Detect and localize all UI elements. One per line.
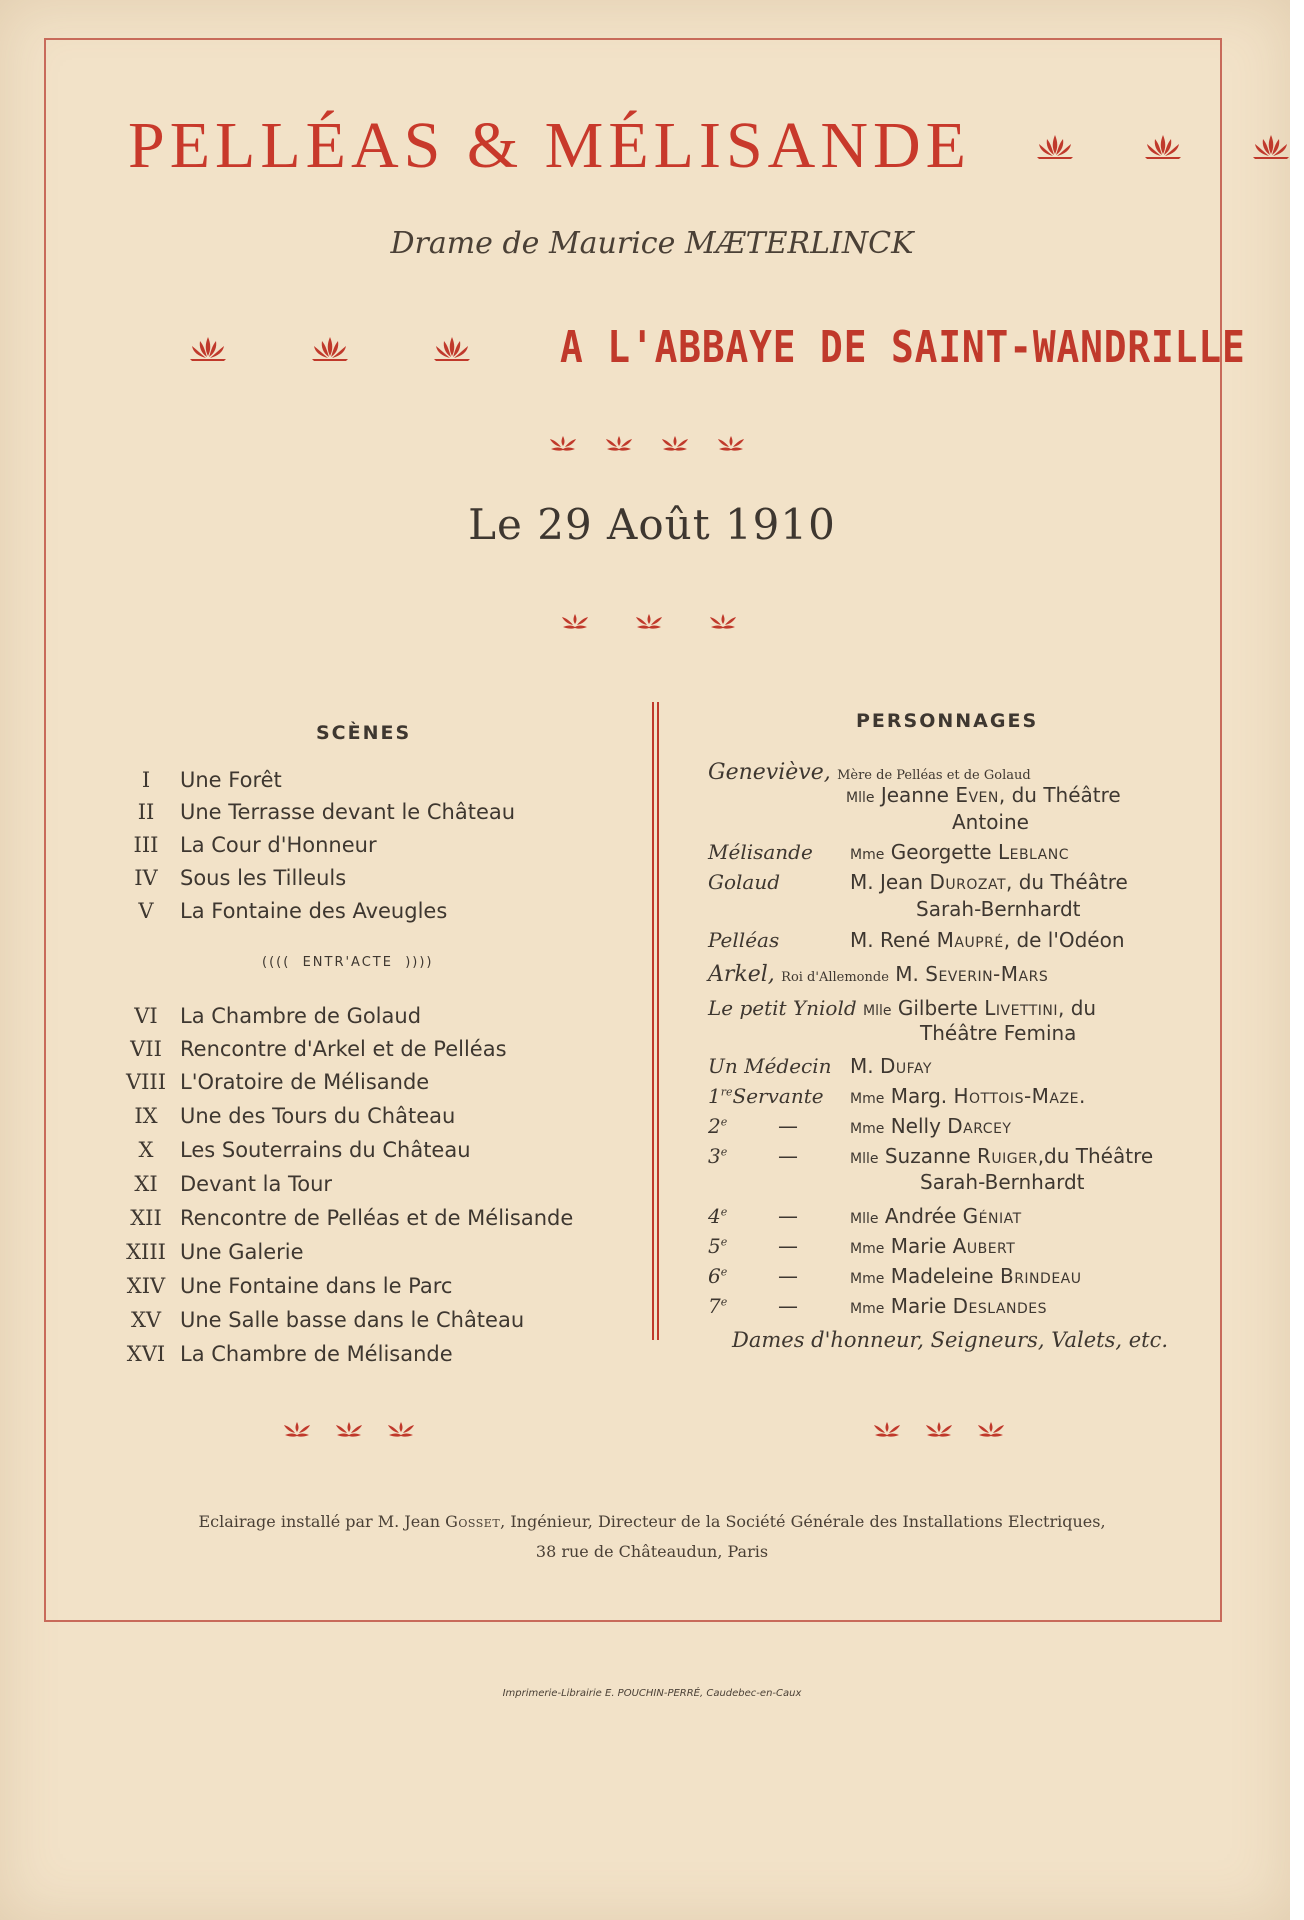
subtitle: Drame de Maurice MÆTERLINCK (390, 226, 914, 261)
lighting-credit: Eclairage installé par M. Jean Gosset, Ingénieur, Directeur de la Société Générale des Installations Electriques, (198, 1512, 1106, 1531)
scene-item: X Les Souterrains du Château (138, 1138, 471, 1162)
scene-item: II Une Terrasse devant le Château (137, 800, 516, 824)
fleuron-icon (634, 612, 664, 630)
cast-servante-6: 6e — Mme Madeleine Brindeau (708, 1264, 1082, 1288)
fleuron-icon (548, 434, 578, 452)
fleuron-icon (924, 1420, 954, 1438)
scene-item: IX Une des Tours du Château (134, 1104, 456, 1128)
cast-genevieve-line2: Antoine (952, 810, 1029, 834)
fleuron-row-left (282, 1420, 416, 1438)
cast-others: Dames d'honneur, Seigneurs, Valets, etc. (732, 1328, 1169, 1352)
scene-item: VII Rencontre d'Arkel et de Pelléas (130, 1037, 507, 1061)
cast-genevieve: Geneviève, Mère de Pelléas et de Golaud (708, 760, 1031, 785)
scene-item: III La Cour d'Honneur (133, 833, 377, 857)
cast-pelleas: Pelléas M. René Maupré, de l'Odéon (708, 928, 1125, 952)
scene-item: XIV Une Fontaine dans le Parc (126, 1274, 453, 1298)
venue-ornaments (186, 334, 474, 362)
fleuron-icon (708, 612, 738, 630)
cast-golaud-line2: Sarah-Bernhardt (916, 897, 1081, 921)
scene-item: I Une Forêt (141, 768, 282, 792)
lotus-ornament-icon (1249, 132, 1293, 160)
fleuron-icon (976, 1420, 1006, 1438)
cast-golaud: Golaud M. Jean Durozat, du Théâtre (708, 870, 1128, 894)
cast-medecin: Un Médecin M. Dufay (708, 1054, 932, 1078)
scene-item: IV Sous les Tilleuls (134, 866, 347, 890)
fleuron-icon (716, 434, 746, 452)
title-row (128, 108, 1293, 184)
venue-title: A L'ABBAYE DE SAINT-WANDRILLE (560, 322, 1246, 373)
scene-item: V La Fontaine des Aveugles (138, 899, 448, 923)
lotus-ornament-icon (186, 334, 230, 362)
lighting-address: 38 rue de Châteaudun, Paris (535, 1542, 769, 1561)
lotus-ornament-icon (1141, 132, 1185, 160)
fleuron-row-1 (548, 434, 746, 452)
scene-item: XII Rencontre de Pelléas et de Mélisande (130, 1206, 574, 1230)
cast-servante-3: 3e — Mlle Suzanne Ruiger,du Théâtre (708, 1144, 1154, 1168)
cast-yniold-line2: Théâtre Femina (920, 1021, 1077, 1045)
title-ornaments (1033, 132, 1293, 160)
cast-servante-2: 2e — Mme Nelly Darcey (708, 1114, 1012, 1138)
column-divider (652, 702, 659, 1340)
border-frame (44, 38, 1222, 1622)
fleuron-row-2 (560, 612, 738, 630)
performance-date: Le 29 Août 1910 (468, 500, 836, 549)
lotus-ornament-icon (1033, 132, 1077, 160)
scene-item: XVI La Chambre de Mélisande (126, 1342, 453, 1366)
lotus-ornament-icon (308, 334, 352, 362)
cast-genevieve-actor: Mlle Jeanne Even, du Théâtre (846, 783, 1121, 807)
cast-servante-4: 4e — Mlle Andrée Géniat (708, 1204, 1022, 1228)
cast-servante-1: 1reServante Mme Marg. Hottois-Maze. (708, 1084, 1086, 1108)
cast-header: PERSONNAGES (856, 710, 1039, 732)
scene-item: VIII L'Oratoire de Mélisande (125, 1070, 430, 1094)
scenes-header: SCÈNES (316, 722, 412, 744)
cast-yniold: Le petit Yniold Mlle Gilberte Livettini, du (708, 996, 1097, 1020)
fleuron-icon (660, 434, 690, 452)
fleuron-icon (282, 1420, 312, 1438)
cast-servante-5: 5e — Mme Marie Aubert (708, 1234, 1016, 1258)
printer-credit: Imprimerie-Librairie E. POUCHIN-PERRÉ, Caudebec-en-Caux (502, 1688, 802, 1699)
cast-arkel: Arkel, Roi d'Allemonde M. Severin-Mars (708, 962, 1049, 987)
scene-item: XI Devant la Tour (134, 1172, 333, 1196)
scene-item: XV Une Salle basse dans le Château (130, 1308, 525, 1332)
entracte-label: (((( ENTR'ACTE )))) (262, 955, 434, 970)
cast-servante-3-line2: Sarah-Bernhardt (920, 1170, 1085, 1194)
scene-item: VI La Chambre de Golaud (134, 1004, 422, 1028)
fleuron-row-right (872, 1420, 1006, 1438)
venue-row (186, 322, 1304, 373)
page-title: PELLÉAS & MÉLISANDE (128, 109, 971, 182)
lotus-ornament-icon (430, 334, 474, 362)
fleuron-icon (604, 434, 634, 452)
cast-servante-7: 7e — Mme Marie Deslandes (708, 1294, 1047, 1318)
fleuron-icon (386, 1420, 416, 1438)
fleuron-icon (334, 1420, 364, 1438)
fleuron-icon (872, 1420, 902, 1438)
scene-item: XIII Une Galerie (126, 1240, 304, 1264)
fleuron-icon (560, 612, 590, 630)
cast-melisande: Mélisande Mme Georgette Leblanc (708, 840, 1070, 864)
